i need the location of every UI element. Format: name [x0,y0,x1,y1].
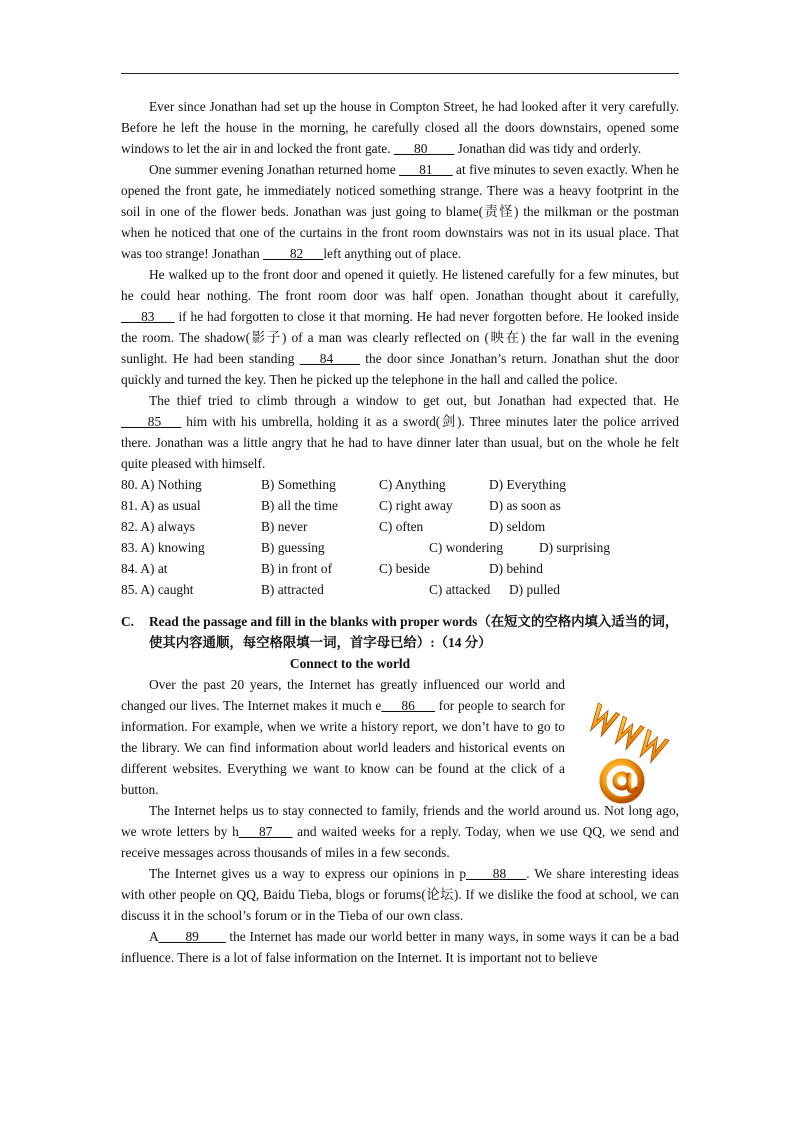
option[interactable]: B) Something [261,477,336,492]
blank-84[interactable]: ___84____ [299,351,360,366]
passage-b-paragraph-3 [121,264,679,390]
passage-b-paragraph-1 [121,96,679,159]
text: at five minutes to seven exactly. When he opened the front gate, he immediately noticed something strange. There was a heavy footprint in the soil in one of the flower beds. Jonathan was just going to blame(责怪) the milkman or the postman when he noticed that one of the curtains in the front room downstairs was not in its usual place. That was too strange! Jonathan [121,162,680,261]
option-row-83 [121,537,679,558]
text: for people to search for information. For example, when we write a history report, we don’t have to go to the library. We can find information about world leaders and historical events on different websites. Everything we want to know can be found at the click of a button. [121,698,565,797]
text: Jonathan did was tidy and orderly. [454,141,642,156]
option[interactable]: D) surprising [539,540,611,555]
option[interactable]: 82. A) always [121,519,196,534]
text: Ever since Jonathan had set up the house in Compton Street, he had looked after it very carefully. Before he left the house in the morning, he carefully closed all the doors downstairs, opened some windows to let the air in and locked the front gate. [121,99,679,156]
passage-title: Connect to the world [289,656,411,671]
text: One summer evening Jonathan returned home [149,162,400,177]
option[interactable]: C) wondering [429,540,504,555]
section-number: C. [121,614,135,629]
www-at-logo-icon [578,701,676,807]
blank-85[interactable]: ____85___ [121,414,182,429]
text: The thief tried to climb through a window to get out, but Jonathan had expected that. He [149,393,679,408]
option[interactable]: C) Anything [379,477,446,492]
text: if he had forgotten to close it that morning. He had never forgotten before. He looked inside the room. The shadow(影子) of a man was clearly reflected on (映在) the far wall in the evening sunlight. He had been standing [121,309,679,366]
text: and waited weeks for a reply. Today, when we use QQ, we send and receive messages across thousands of miles in a few seconds. [121,824,679,860]
blank-86[interactable]: ___86___ [381,698,435,713]
text: He walked up to the front door and opened it quietly. He listened carefully for a few minutes, but he could hear nothing. The front room door was half open. Jonathan thought about it carefully, [121,267,679,303]
option-row-81 [121,495,679,516]
option[interactable]: C) often [379,519,424,534]
option[interactable]: B) attracted [261,582,324,597]
option[interactable]: C) right away [379,498,453,513]
text: Over the past 20 years, the Internet has greatly influenced our world and changed our lives. The Internet makes it much e [121,677,565,713]
blank-82[interactable]: ____82___ [263,246,324,261]
option[interactable]: 80. A) Nothing [121,477,202,492]
blank-89[interactable]: ____89____ [158,929,226,944]
blank-83[interactable]: ___83___ [121,309,175,324]
blank-87[interactable]: ___87___ [238,824,293,839]
section-instruction: Read the passage and fill in the blanks with proper words（在短文的空格内填入适当的词，使其内容通顺，每空格限填一词，首字母已给）:（14 分） [149,614,679,650]
passage-c-paragraph-2 [121,800,679,863]
option[interactable]: 83. A) knowing [121,540,205,555]
option-row-85 [121,579,679,600]
section-c-heading [121,611,679,653]
option[interactable]: B) in front of [261,561,333,576]
option[interactable]: D) as soon as [489,498,561,513]
option[interactable]: 81. A) as usual [121,498,201,513]
option[interactable]: D) Everything [489,477,566,492]
text: left anything out of place. [323,246,462,261]
text: The Internet helps us to stay connected to family, friends and the world around us. Not long ago, we wrote letters by h [121,803,679,839]
option[interactable]: D) seldom [489,519,546,534]
option[interactable]: D) behind [489,561,543,576]
blank-88[interactable]: ____88___ [466,866,527,881]
passage-b-paragraph-2 [121,159,679,264]
option-row-80 [121,474,679,495]
option-row-82 [121,516,679,537]
text: him with his umbrella, holding it as a sword(剑). Three minutes later the police arrived there. Jonathan was a little angry that he had to have dinner later than usual, but on the whole he felt quite pleased with himself. [121,414,679,471]
options-list [121,474,679,600]
blank-81[interactable]: ___81___ [399,162,453,177]
option[interactable]: B) never [261,519,308,534]
option[interactable]: 85. A) caught [121,582,194,597]
option[interactable]: B) all the time [261,498,338,513]
option[interactable]: D) pulled [509,582,560,597]
text: . We share interesting ideas with other people on QQ, Baidu Tieba, blogs or forums(论坛). If we dislike the food at school, we can discuss it in the school’s forum or in the Tieba of our own class. [121,866,679,923]
option-row-84 [121,558,679,579]
text: the Internet has made our world better in many ways, in some ways it can be a bad influence. There is a lot of false information on the Internet. It is important not to believe [121,929,679,965]
option[interactable]: 84. A) at [121,561,168,576]
text: the door since Jonathan’s return. Jonathan shut the door quickly and turned the key. Then he picked up the telephone in the hall and called the police. [121,351,679,387]
top-rule [121,73,679,74]
passage-c-paragraph-1 [121,674,565,800]
option[interactable]: B) guessing [261,540,325,555]
text: The Internet gives us a way to express our opinions in p [149,866,467,881]
page-body [121,96,679,968]
passage-c-paragraph-3 [121,863,679,926]
option[interactable]: C) beside [379,561,430,576]
passage-b-paragraph-4 [121,390,679,474]
option[interactable]: C) attacked [429,582,491,597]
passage-c-paragraph-4 [121,926,679,968]
blank-80[interactable]: ___80____ [393,141,455,156]
text: A [149,929,159,944]
